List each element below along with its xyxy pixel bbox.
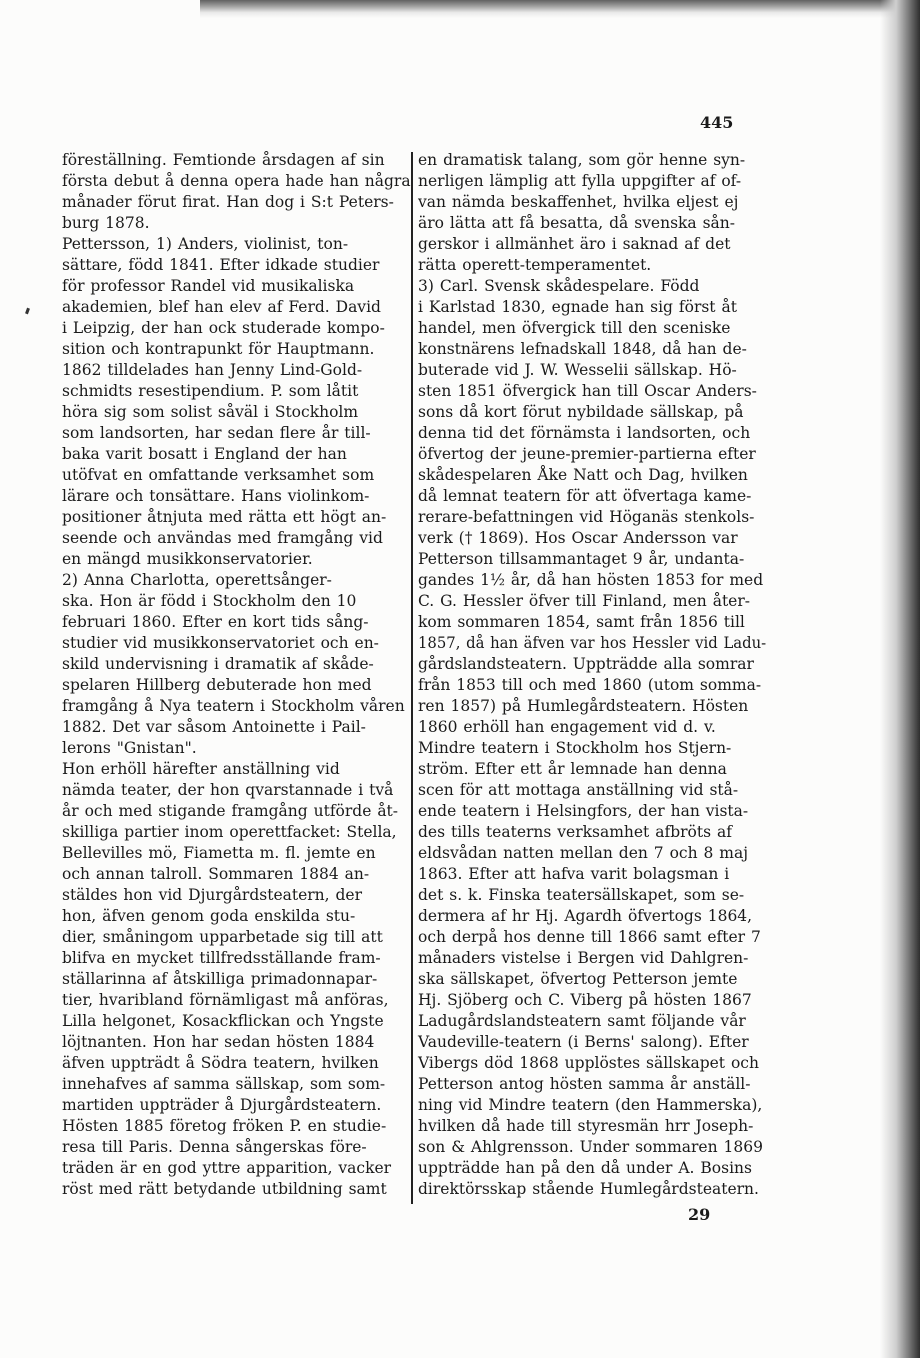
text-line: ren 1857) på Humlegårdsteatern. Hösten: [418, 697, 749, 715]
text-line: uppträdde han på den då under A. Bosins: [418, 1159, 752, 1177]
text-line: 1862 tilldelades han Jenny Lind-Gold-: [62, 361, 363, 379]
text-line: skilliga partier inom operettfacket: Stella,: [62, 823, 397, 841]
text-line: seende och användas med framgång vid: [62, 529, 383, 547]
text-line: dier, småningom upparbetade sig till att: [62, 928, 383, 946]
text-line: stäldes hon vid Djurgårdsteatern, der: [62, 886, 363, 904]
text-line: ende teatern i Helsingfors, der han vista-: [418, 802, 749, 820]
text-line: ska. Hon är född i Stockholm den 10: [62, 592, 357, 610]
text-line: föreställning. Femtionde årsdagen af sin: [62, 151, 385, 169]
text-line: 3) Carl. Svensk skådespelare. Född: [418, 277, 700, 295]
right-column: [418, 150, 766, 1200]
text-line: gerskor i allmänhet äro i saknad af det: [418, 235, 731, 253]
column-divider: [411, 152, 413, 1204]
text-line: Vibergs död 1868 upplöstes sällskapet och: [418, 1054, 759, 1072]
text-line: ström. Efter ett år lemnade han denna: [418, 760, 727, 778]
text-line: resa till Paris. Denna sångerskas före-: [62, 1138, 367, 1156]
text-line: i Karlstad 1830, egnade han sig först åt: [418, 298, 737, 316]
text-line: Petterson tillsammantaget 9 år, undanta-: [418, 550, 745, 568]
margin-mark: [25, 308, 30, 315]
text-line: och derpå hos denne till 1866 samt efter 7: [418, 928, 761, 946]
text-line: positioner åtnjuta med rätta ett högt an-: [62, 508, 387, 526]
text-line: februari 1860. Efter en kort tids sång-: [62, 613, 369, 631]
text-line: från 1853 till och med 1860 (utom somma-: [418, 676, 762, 694]
text-line: 1882. Det var såsom Antoinette i Pail-: [62, 718, 366, 736]
text-line: skådespelaren Åke Natt och Dag, hvilken: [418, 466, 748, 484]
scan-edge-top: [200, 0, 920, 18]
text-line: ska sällskapet, öfvertog Petterson jemte: [418, 970, 738, 988]
page-number: 445: [700, 113, 734, 132]
text-line: des tills teaterns verksamhet afbröts af: [418, 823, 732, 841]
text-line: schmidts resestipendium. P. som låtit: [62, 382, 359, 400]
text-line: burg 1878.: [62, 214, 150, 232]
text-line: konstnärens lefnadskall 1848, då han de-: [418, 340, 747, 358]
text-line: öfvertog der jeune-premier-partierna efter: [418, 445, 756, 463]
text-line: rätta operett-temperamentet.: [418, 256, 652, 274]
text-line: direktörsskap stående Humlegårdsteatern.: [418, 1180, 759, 1198]
text-line: spelaren Hillberg debuterade hon med: [62, 676, 372, 694]
text-line: lärare och tonsättare. Hans violinkom-: [62, 487, 370, 505]
text-line: son & Ahlgrensson. Under sommaren 1869: [418, 1138, 763, 1156]
text-line: hvilken då hade till styresmän hrr Joseph-: [418, 1117, 754, 1135]
text-line: Hon erhöll härefter anställning vid: [62, 760, 340, 778]
text-line: studier vid musikkonservatoriet och en-: [62, 634, 379, 652]
text-line: tier, hvaribland förnämligast må anföras,: [62, 991, 389, 1009]
text-line: 1863. Efter att hafva varit bolagsman i: [418, 865, 730, 883]
text-line: röst med rätt betydande utbildning samt: [62, 1180, 387, 1198]
text-line: kom sommaren 1854, samt från 1856 till: [418, 613, 745, 631]
text-line: lerons "Gnistan".: [62, 739, 197, 757]
text-line: ställarinna af åtskilliga primadonnapar-: [62, 970, 378, 988]
text-line: Ladugårdslandsteatern samt följande vår: [418, 1012, 746, 1030]
text-line: en dramatisk talang, som gör henne syn-: [418, 151, 746, 169]
text-line: för professor Randel vid musikaliska: [62, 277, 355, 295]
text-line: van nämda beskaffenhet, hvilka eljest ej: [418, 193, 739, 211]
text-line: ning vid Mindre teatern (den Hammerska),: [418, 1096, 763, 1114]
text-line: nerligen lämplig att fylla uppgifter af of-: [418, 172, 742, 190]
text-line: äfven uppträdt å Södra teatern, hvilken: [62, 1054, 379, 1072]
text-line: innehafves af samma sällskap, som som-: [62, 1075, 386, 1093]
text-line: rerare-befattningen vid Höganäs stenkols-: [418, 508, 755, 526]
text-line: år och med stigande framgång utförde åt-: [62, 802, 399, 820]
text-line: akademien, blef han elev af Ferd. David: [62, 298, 381, 316]
text-line: och annan talroll. Sommaren 1884 an-: [62, 865, 370, 883]
text-line: nämda teater, der hon qvarstannade i två: [62, 781, 394, 799]
text-line: första debut å denna opera hade han några: [62, 172, 411, 190]
text-line: baka varit bosatt i England der han: [62, 445, 347, 463]
left-column: [62, 150, 412, 1200]
text-line: höra sig som solist såväl i Stockholm: [62, 403, 359, 421]
text-line: Hösten 1885 företog fröken P. en studie-: [62, 1117, 387, 1135]
text-line: gandes 1½ år, då han hösten 1853 for med: [418, 571, 764, 589]
text-line: då lemnat teatern för att öfvertaga kame-: [418, 487, 752, 505]
text-line: sättare, född 1841. Efter idkade studier: [62, 256, 380, 274]
text-line: äro lätta att få besatta, då svenska sån-: [418, 214, 735, 232]
text-line: sition och kontrapunkt för Hauptmann.: [62, 340, 375, 358]
text-line: Lilla helgonet, Kosackflickan och Yngste: [62, 1012, 384, 1030]
text-line: skild undervisning i dramatik af skåde-: [62, 655, 374, 673]
text-line: Petterson antog hösten samma år anställ-: [418, 1075, 751, 1093]
text-line: blifva en mycket tillfredsställande fram-: [62, 949, 381, 967]
text-line: verk († 1869). Hos Oscar Andersson var: [418, 529, 738, 547]
text-line: 2) Anna Charlotta, operettsånger-: [62, 571, 332, 589]
text-line: eldsvådan natten mellan den 7 och 8 maj: [418, 844, 749, 862]
text-line: framgång å Nya teatern i Stockholm våren: [62, 697, 405, 715]
text-line: löjtnanten. Hon har sedan hösten 1884: [62, 1033, 375, 1051]
text-line: träden är en god yttre apparition, vacker: [62, 1159, 392, 1177]
text-line: denna tid det förnämsta i landsorten, och: [418, 424, 751, 442]
text-line: en mängd musikkonservatorier.: [62, 550, 313, 568]
text-line: sons då kort förut nybildade sällskap, på: [418, 403, 744, 421]
text-line: 1857, då han äfven var hos Hessler vid Ladu-: [418, 634, 767, 652]
text-line: i Leipzig, der han ock studerade kompo-: [62, 319, 385, 337]
text-line: C. G. Hessler öfver till Finland, men åter-: [418, 592, 750, 610]
text-line: Hj. Sjöberg och C. Viberg på hösten 1867: [418, 991, 752, 1009]
signature-mark: 29: [688, 1205, 711, 1224]
text-line: Mindre teatern i Stockholm hos Stjern-: [418, 739, 732, 757]
text-line: scen för att mottaga anställning vid stå-: [418, 781, 739, 799]
text-line: dermera af hr Hj. Agardh öfvertogs 1864,: [418, 907, 753, 925]
text-line: månader förut firat. Han dog i S:t Peters-: [62, 193, 394, 211]
text-line: sten 1851 öfvergick han till Oscar Anders-: [418, 382, 757, 400]
scan-edge-right: [880, 0, 920, 1358]
text-line: Vaudeville-teatern (i Berns' salong). Efter: [418, 1033, 749, 1051]
text-line: buterade vid J. W. Wesselii sällskap. Hö-: [418, 361, 737, 379]
text-line: Bellevilles mö, Fiametta m. fl. jemte en: [62, 844, 376, 862]
text-line: gårdslandsteatern. Uppträdde alla somrar: [418, 655, 754, 673]
text-line: handel, men öfvergick till den sceniske: [418, 319, 731, 337]
text-line: martiden uppträder å Djurgårdsteatern.: [62, 1096, 382, 1114]
text-line: utöfvat en omfattande verksamhet som: [62, 466, 375, 484]
text-line: månaders vistelse i Bergen vid Dahlgren-: [418, 949, 749, 967]
text-line: Pettersson, 1) Anders, violinist, ton-: [62, 235, 349, 253]
text-line: det s. k. Finska teatersällskapet, som se-: [418, 886, 745, 904]
text-line: som landsorten, har sedan flere år till-: [62, 424, 371, 442]
text-line: hon, äfven genom goda enskilda stu-: [62, 907, 356, 925]
text-line: 1860 erhöll han engagement vid d. v.: [418, 718, 716, 736]
